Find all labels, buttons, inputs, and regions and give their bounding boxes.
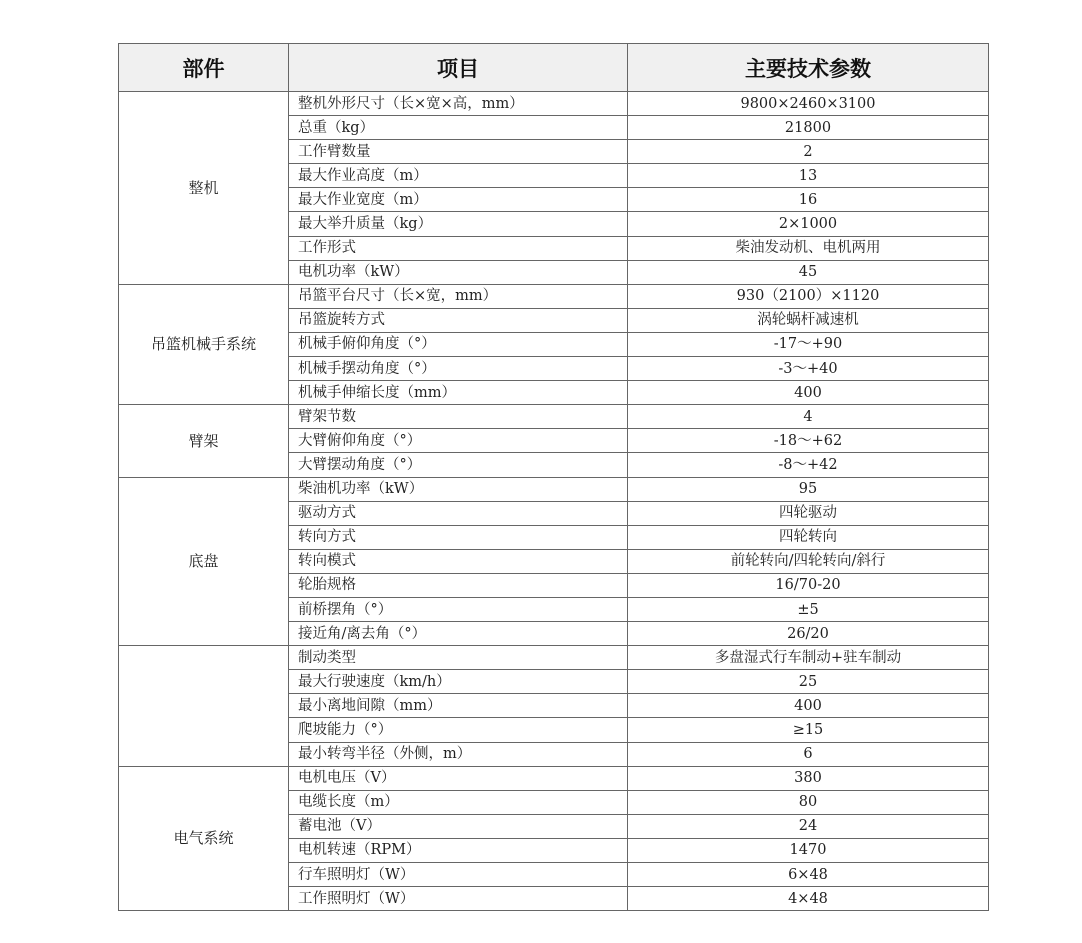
value-cell: 柴油发动机、电机两用 bbox=[628, 236, 989, 260]
value-cell: 13 bbox=[628, 164, 989, 188]
value-cell: 95 bbox=[628, 477, 989, 501]
value-cell: 16 bbox=[628, 188, 989, 212]
item-cell: 吊篮平台尺寸（长×宽，mm） bbox=[289, 284, 628, 308]
table-row bbox=[119, 646, 989, 670]
table-row bbox=[119, 477, 989, 501]
item-cell: 接近角/离去角（°） bbox=[289, 622, 628, 646]
item-cell: 整机外形尺寸（长×宽×高，mm） bbox=[289, 92, 628, 116]
value-cell: 4 bbox=[628, 405, 989, 429]
value-cell: 45 bbox=[628, 260, 989, 284]
item-cell: 电缆长度（m） bbox=[289, 790, 628, 814]
value-cell: 涡轮蜗杆减速机 bbox=[628, 308, 989, 332]
item-cell: 制动类型 bbox=[289, 646, 628, 670]
spec-table bbox=[118, 43, 989, 911]
item-cell: 柴油机功率（kW） bbox=[289, 477, 628, 501]
value-cell: 四轮驱动 bbox=[628, 501, 989, 525]
item-cell: 最大举升质量（kg） bbox=[289, 212, 628, 236]
value-cell: 多盘湿式行车制动+驻车制动 bbox=[628, 646, 989, 670]
value-cell: 1470 bbox=[628, 838, 989, 862]
table-row bbox=[119, 284, 989, 308]
item-cell: 机械手摆动角度（°） bbox=[289, 357, 628, 381]
value-cell: ≥15 bbox=[628, 718, 989, 742]
item-cell: 转向模式 bbox=[289, 549, 628, 573]
value-cell: 6×48 bbox=[628, 863, 989, 887]
item-cell: 最大行驶速度（km/h） bbox=[289, 670, 628, 694]
item-cell: 最小离地间隙（mm） bbox=[289, 694, 628, 718]
value-cell: -8～+42 bbox=[628, 453, 989, 477]
item-cell: 最小转弯半径（外侧，m） bbox=[289, 742, 628, 766]
value-cell: 25 bbox=[628, 670, 989, 694]
item-cell: 工作形式 bbox=[289, 236, 628, 260]
table-row bbox=[119, 405, 989, 429]
value-cell: 9800×2460×3100 bbox=[628, 92, 989, 116]
spec-body bbox=[119, 92, 989, 911]
value-cell: ±5 bbox=[628, 597, 989, 621]
item-cell: 最大作业高度（m） bbox=[289, 164, 628, 188]
item-cell: 电机电压（V） bbox=[289, 766, 628, 790]
value-cell: -3～+40 bbox=[628, 357, 989, 381]
item-cell: 工作照明灯（W） bbox=[289, 887, 628, 911]
component-group-cell: 底盘 bbox=[119, 477, 289, 646]
value-cell: 四轮转向 bbox=[628, 525, 989, 549]
component-group-cell bbox=[119, 646, 289, 766]
value-cell: 80 bbox=[628, 790, 989, 814]
item-cell: 臂架节数 bbox=[289, 405, 628, 429]
component-group-cell: 臂架 bbox=[119, 405, 289, 477]
value-cell: 前轮转向/四轮转向/斜行 bbox=[628, 549, 989, 573]
value-cell: 2×1000 bbox=[628, 212, 989, 236]
value-cell: 16/70-20 bbox=[628, 573, 989, 597]
item-cell: 吊篮旋转方式 bbox=[289, 308, 628, 332]
item-cell: 总重（kg） bbox=[289, 116, 628, 140]
value-cell: 400 bbox=[628, 381, 989, 405]
item-cell: 蓄电池（V） bbox=[289, 814, 628, 838]
value-cell: 380 bbox=[628, 766, 989, 790]
item-cell: 大臂俯仰角度（°） bbox=[289, 429, 628, 453]
value-cell: 24 bbox=[628, 814, 989, 838]
item-cell: 大臂摆动角度（°） bbox=[289, 453, 628, 477]
value-cell: 6 bbox=[628, 742, 989, 766]
item-cell: 转向方式 bbox=[289, 525, 628, 549]
header-item: 项目 bbox=[289, 44, 628, 92]
component-group-cell: 吊篮机械手系统 bbox=[119, 284, 289, 404]
item-cell: 爬坡能力（°） bbox=[289, 718, 628, 742]
item-cell: 工作臂数量 bbox=[289, 140, 628, 164]
value-cell: -17～+90 bbox=[628, 332, 989, 356]
value-cell: -18～+62 bbox=[628, 429, 989, 453]
item-cell: 电机转速（RPM） bbox=[289, 838, 628, 862]
item-cell: 驱动方式 bbox=[289, 501, 628, 525]
value-cell: 2 bbox=[628, 140, 989, 164]
value-cell: 930（2100）×1120 bbox=[628, 284, 989, 308]
table-row bbox=[119, 766, 989, 790]
table-row bbox=[119, 92, 989, 116]
component-group-cell: 整机 bbox=[119, 92, 289, 285]
value-cell: 400 bbox=[628, 694, 989, 718]
header-parameter: 主要技术参数 bbox=[628, 44, 989, 92]
item-cell: 轮胎规格 bbox=[289, 573, 628, 597]
item-cell: 电机功率（kW） bbox=[289, 260, 628, 284]
item-cell: 机械手俯仰角度（°） bbox=[289, 332, 628, 356]
header-row bbox=[119, 44, 989, 92]
item-cell: 行车照明灯（W） bbox=[289, 863, 628, 887]
header-component: 部件 bbox=[119, 44, 289, 92]
item-cell: 前桥摆角（°） bbox=[289, 597, 628, 621]
item-cell: 机械手伸缩长度（mm） bbox=[289, 381, 628, 405]
value-cell: 4×48 bbox=[628, 887, 989, 911]
value-cell: 26/20 bbox=[628, 622, 989, 646]
item-cell: 最大作业宽度（m） bbox=[289, 188, 628, 212]
value-cell: 21800 bbox=[628, 116, 989, 140]
component-group-cell: 电气系统 bbox=[119, 766, 289, 911]
